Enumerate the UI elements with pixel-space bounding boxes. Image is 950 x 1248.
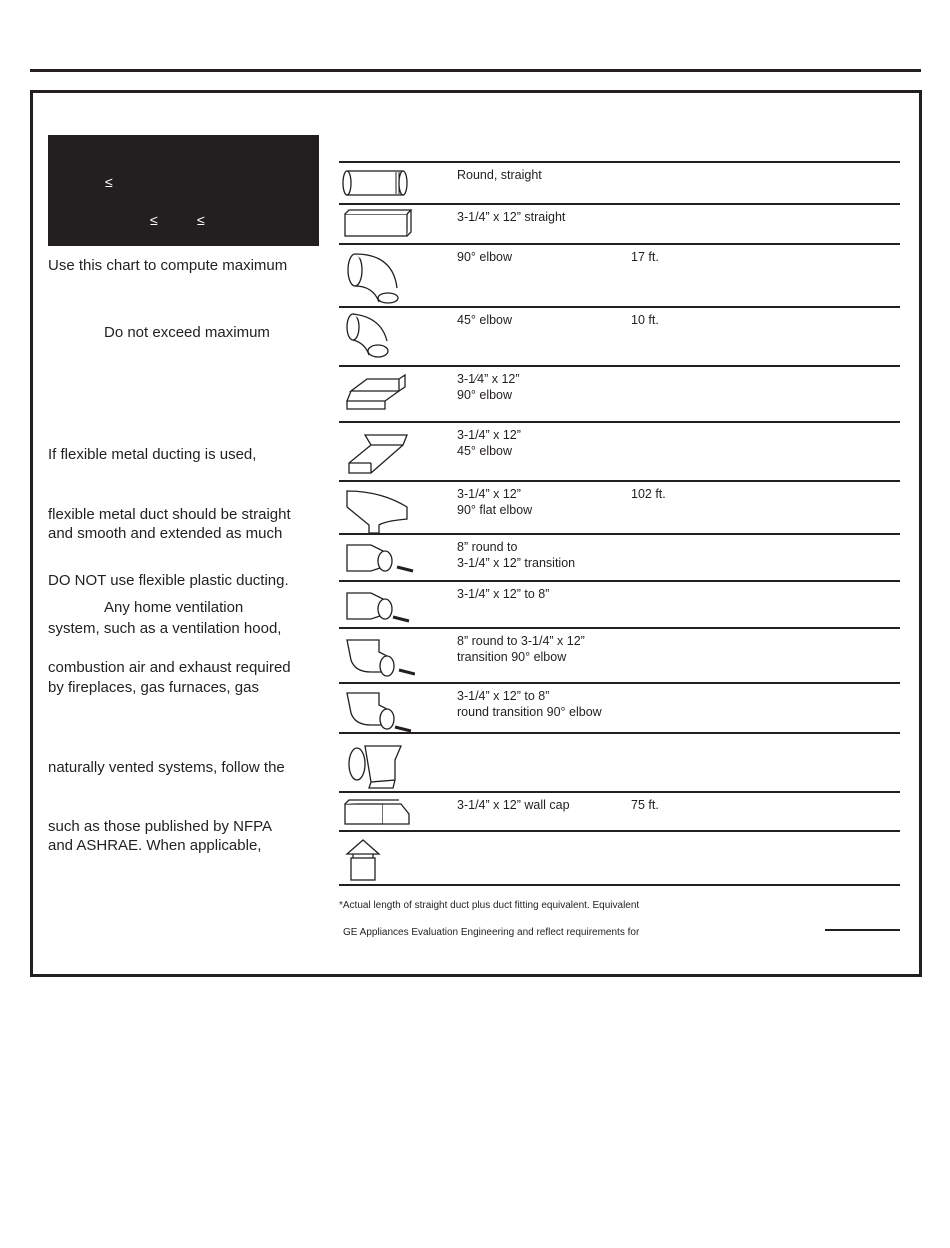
fitting-description: 3-1/4” x 12” to 8” round transition 90° elbow <box>457 689 602 719</box>
top-rule <box>30 69 921 72</box>
round-to-rectangular-transition-icon <box>341 537 415 581</box>
footnote-line-2: GE Appliances Evaluation Engineering and reflect requirements for <box>343 927 640 938</box>
round-to-rectangular-90-transition-icon <box>341 632 415 682</box>
rectangular-90-elbow-icon <box>341 371 415 419</box>
leq-symbol-2: ≤ <box>150 212 158 228</box>
fitting-description: 3-1/4” x 12” 90° flat elbow <box>457 487 533 517</box>
side-text-line: by fireplaces, gas furnaces, gas <box>48 679 259 696</box>
rectangular-straight-duct-icon <box>341 208 415 242</box>
rectangular-90-flat-elbow-icon <box>341 485 415 533</box>
fitting-description: 3-1⁄4” x 12” 90° elbow <box>457 372 520 402</box>
fitting-description: 90° elbow <box>457 250 513 264</box>
fitting-equivalent-length: 75 ft. <box>631 798 659 812</box>
side-text-line: system, such as a ventilation hood, <box>48 620 282 637</box>
fitting-row <box>339 205 900 245</box>
side-text-line: Use this chart to compute maximum <box>48 257 288 274</box>
footnote-rule <box>825 929 900 931</box>
fitting-row <box>339 367 900 423</box>
side-text-line: flexible metal duct should be straight <box>48 506 291 523</box>
footnote-line-1: *Actual length of straight duct plus duct fitting equivalent. Equivalent <box>339 900 640 911</box>
leq-symbol-3: ≤ <box>197 212 205 228</box>
fitting-row <box>339 245 900 308</box>
round-90-elbow-icon <box>341 248 415 306</box>
fitting-description: 3-1/4” x 12” straight <box>457 210 566 224</box>
side-text-line: Do not exceed maximum <box>104 324 270 341</box>
fitting-row <box>339 734 900 793</box>
side-text-line: such as those published by NFPA <box>48 818 273 835</box>
fitting-equivalent-length: 102 ft. <box>631 487 666 501</box>
fitting-row <box>339 832 900 886</box>
row-divider <box>339 884 900 886</box>
fitting-equivalent-length: 17 ft. <box>631 250 659 264</box>
fitting-equivalent-length: 10 ft. <box>631 313 659 327</box>
fitting-row <box>339 684 900 734</box>
fitting-row <box>339 582 900 629</box>
side-text-line: combustion air and exhaust required <box>48 659 291 676</box>
fitting-description: 45° elbow <box>457 313 513 327</box>
fitting-row <box>339 482 900 535</box>
fitting-row <box>339 423 900 482</box>
rectangular-to-round-transition-icon <box>341 585 415 627</box>
fitting-row <box>339 163 900 205</box>
rectangular-45-elbow-icon <box>341 427 415 479</box>
side-text-line: and ASHRAE. When applicable, <box>48 837 262 854</box>
leq-symbol-1: ≤ <box>105 174 113 190</box>
fitting-row <box>339 629 900 684</box>
side-text-line: and smooth and extended as much <box>48 525 283 542</box>
fitting-description: 3-1/4” x 12” 45° elbow <box>457 428 521 458</box>
dark-info-box <box>48 135 319 246</box>
side-text-line: Any home ventilation <box>104 599 244 616</box>
round-45-elbow-icon <box>341 311 415 365</box>
rectangular-wall-cap-icon <box>341 796 415 830</box>
side-text-line: DO NOT use flexible plastic ducting. <box>48 572 289 589</box>
fitting-row <box>339 793 900 832</box>
side-text-line: If flexible metal ducting is used, <box>48 446 257 463</box>
rectangular-to-round-90-transition-icon <box>341 685 415 733</box>
fitting-row <box>339 308 900 367</box>
fitting-description: 8” round to 3-1/4” x 12” transition <box>457 540 576 570</box>
fitting-row <box>339 535 900 582</box>
fitting-description: 3-1/4” x 12” to 8” <box>457 587 550 601</box>
round-straight-duct-icon <box>341 166 415 202</box>
roof-cap-icon <box>341 834 415 884</box>
round-wall-cap-icon <box>341 736 415 792</box>
side-text-line: naturally vented systems, follow the <box>48 759 285 776</box>
fitting-description: 3-1/4” x 12” wall cap <box>457 798 570 812</box>
fitting-description: Round, straight <box>457 168 542 182</box>
fitting-description: 8” round to 3-1/4” x 12” transition 90° elbow <box>457 634 585 664</box>
